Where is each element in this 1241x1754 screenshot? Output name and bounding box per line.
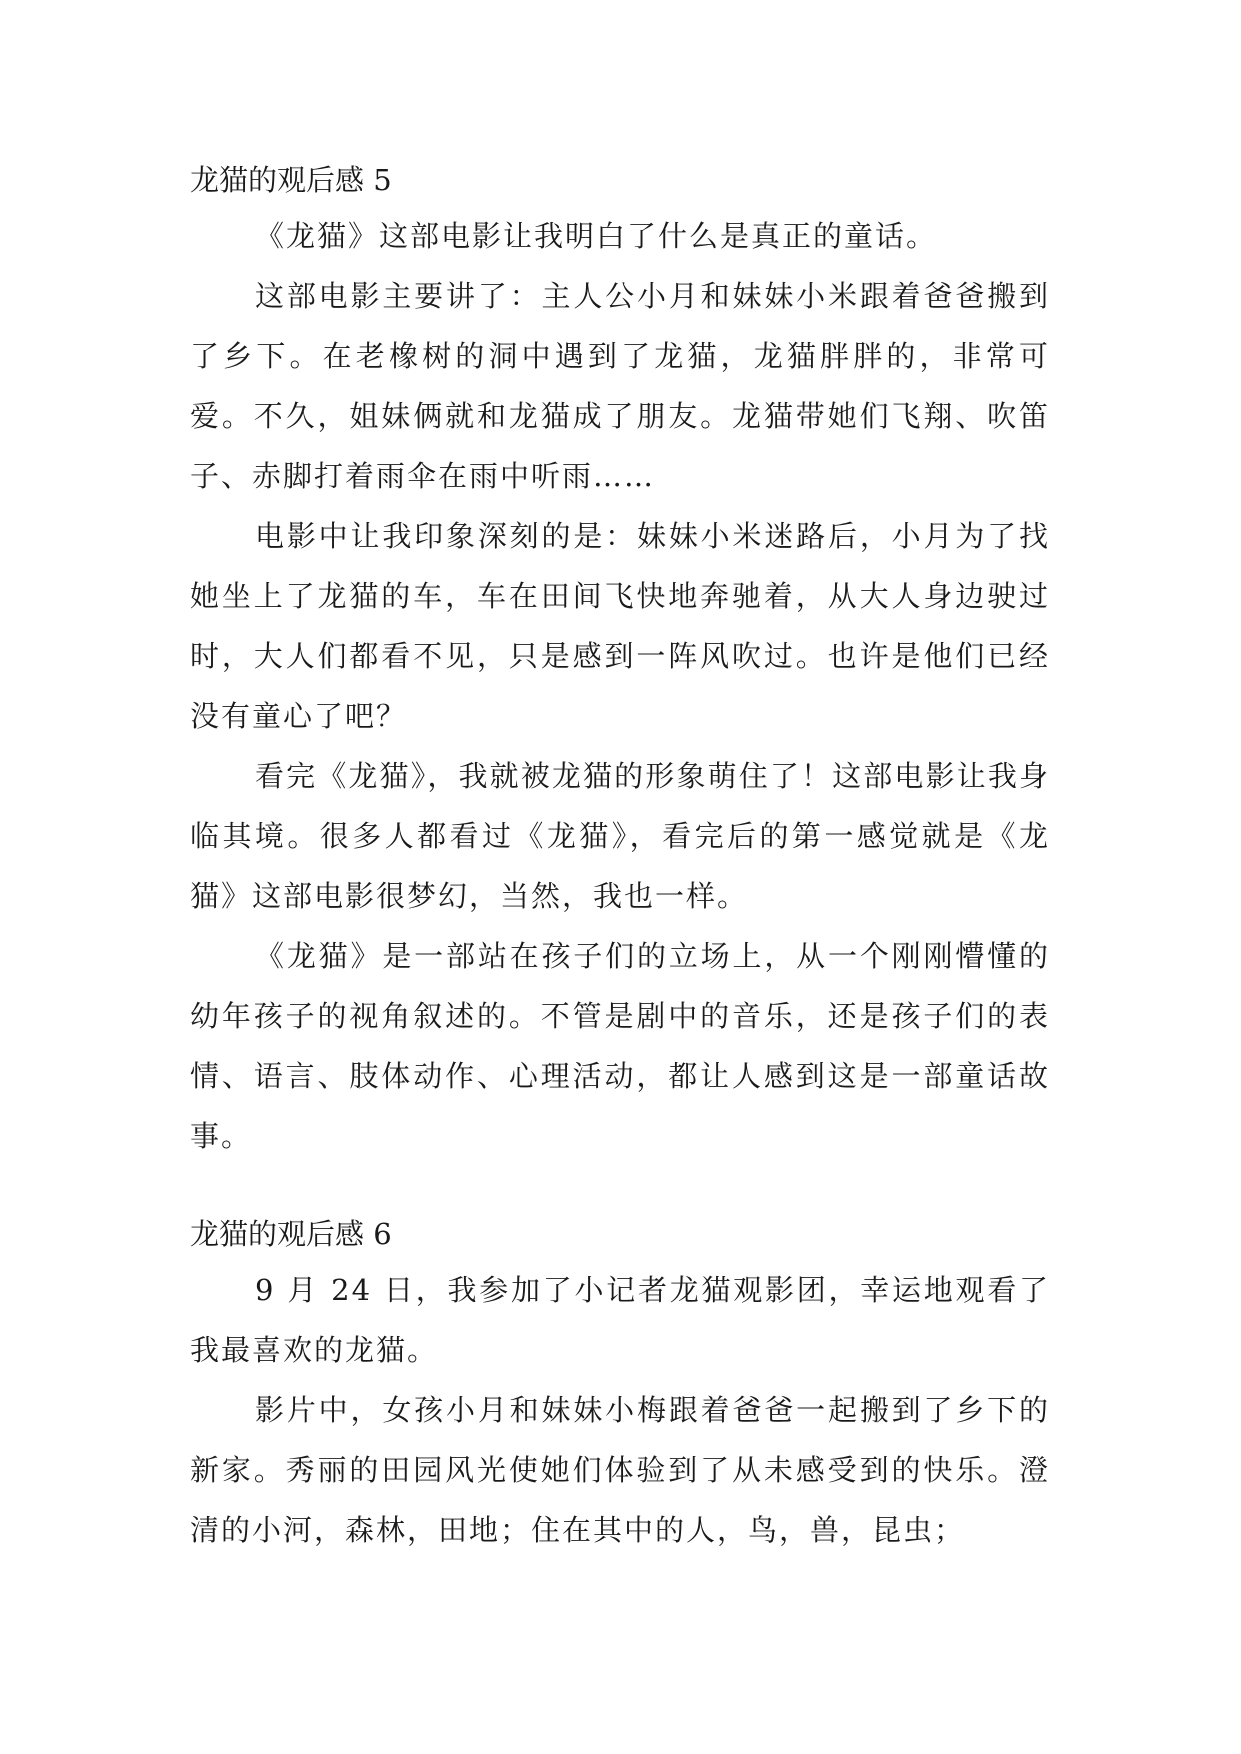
essay-section-6 bbox=[190, 1214, 1050, 1560]
paragraph: 电影中让我印象深刻的是：妹妹小米迷路后，小月为了找她坐上了龙猫的车，车在田间飞快地奔驰着，从大人身边驶过时，大人们都看不见，只是感到一阵风吹过。也许是他们已经没有童心了吧？ bbox=[190, 519, 1050, 733]
section-title: 龙猫的观后感 5 bbox=[190, 163, 392, 197]
essay-section-5 bbox=[190, 160, 1050, 1166]
paragraph: 这部电影主要讲了：主人公小月和妹妹小米跟着爸爸搬到了乡下。在老橡树的洞中遇到了龙猫，龙猫胖胖的，非常可爱。不久，姐妹俩就和龙猫成了朋友。龙猫带她们飞翔、吹笛子、赤脚打着雨伞在雨中听雨…… bbox=[190, 279, 1050, 493]
paragraph: 影片中，女孩小月和妹妹小梅跟着爸爸一起搬到了乡下的新家。秀丽的田园风光使她们体验到了从未感受到的快乐。澄清的小河，森林，田地；住在其中的人，鸟，兽，昆虫； bbox=[190, 1393, 1050, 1547]
paragraph: 看完《龙猫》，我就被龙猫的形象萌住了！这部电影让我身临其境。很多人都看过《龙猫》，看完后的第一感觉就是《龙猫》这部电影很梦幻，当然，我也一样。 bbox=[190, 759, 1050, 913]
paragraph: 《龙猫》是一部站在孩子们的立场上，从一个刚刚懵懂的幼年孩子的视角叙述的。不管是剧中的音乐，还是孩子们的表情、语言、肢体动作、心理活动，都让人感到这是一部童话故事。 bbox=[190, 939, 1050, 1153]
section-title: 龙猫的观后感 6 bbox=[190, 1217, 392, 1251]
paragraph: 9 月 24 日，我参加了小记者龙猫观影团，幸运地观看了我最喜欢的龙猫。 bbox=[190, 1273, 1050, 1367]
paragraph: 《龙猫》这部电影让我明白了什么是真正的童话。 bbox=[255, 219, 938, 253]
